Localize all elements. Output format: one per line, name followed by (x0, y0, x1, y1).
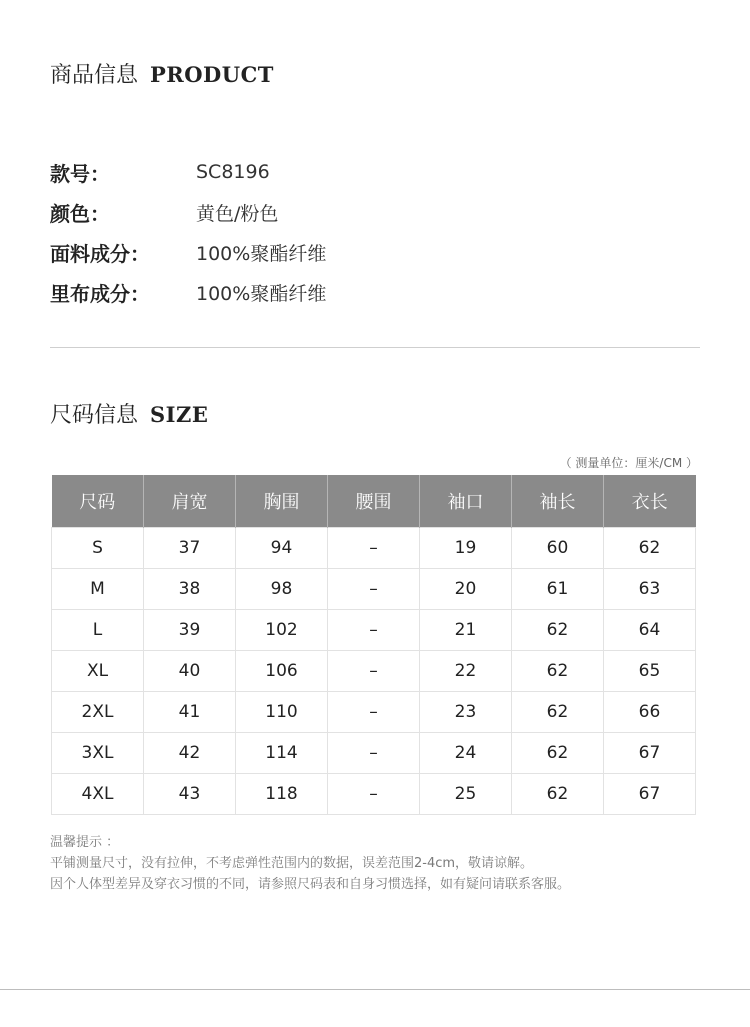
table-row (52, 774, 696, 815)
table-cell: – (328, 774, 420, 815)
table-header-row (52, 475, 696, 528)
table-cell: 64 (604, 610, 696, 651)
size-title-cn: 尺码信息 (50, 403, 139, 428)
info-label: 面料成分： (50, 241, 150, 266)
size-section-title (50, 398, 208, 429)
tips-heading: 温馨提示 ： (50, 835, 120, 850)
table-cell: 65 (604, 651, 696, 692)
table-cell: XL (52, 651, 144, 692)
table-cell: 94 (236, 528, 328, 569)
size-table (51, 475, 696, 815)
product-section-title (50, 58, 274, 89)
table-cell: 21 (420, 610, 512, 651)
table-cell: 118 (236, 774, 328, 815)
info-row-color (50, 192, 326, 232)
table-row (52, 528, 696, 569)
table-cell: 4XL (52, 774, 144, 815)
product-title-cn: 商品信息 (50, 63, 139, 88)
table-cell: 62 (512, 692, 604, 733)
table-cell: 110 (236, 692, 328, 733)
table-cell: 67 (604, 774, 696, 815)
table-cell: M (52, 569, 144, 610)
table-cell: 22 (420, 651, 512, 692)
table-cell: 60 (512, 528, 604, 569)
info-label: 颜色： (50, 201, 110, 226)
table-cell: 42 (144, 733, 236, 774)
tips-line: 因个人体型差异及穿衣习惯的不同，请参照尺码表和自身习惯选择，如有疑问请联系客服。 (50, 877, 571, 892)
table-row (52, 692, 696, 733)
table-cell: 62 (512, 733, 604, 774)
table-cell: 61 (512, 569, 604, 610)
table-cell: 106 (236, 651, 328, 692)
unit-note: （ 测量单位：厘米/CM ） (559, 456, 698, 470)
table-cell: 39 (144, 610, 236, 651)
table-cell: 114 (236, 733, 328, 774)
table-cell: 62 (512, 610, 604, 651)
header-sleeve: 袖长 (512, 475, 604, 528)
table-row (52, 733, 696, 774)
table-cell: – (328, 651, 420, 692)
info-value: 100%聚酯纤维 (196, 282, 327, 305)
size-title-en: SIZE (150, 402, 209, 427)
table-cell: 3XL (52, 733, 144, 774)
table-cell: 66 (604, 692, 696, 733)
table-cell: 38 (144, 569, 236, 610)
table-cell: L (52, 610, 144, 651)
info-value: SC8196 (196, 161, 270, 183)
header-size: 尺码 (52, 475, 144, 528)
section-divider (50, 347, 700, 348)
header-cuff: 袖口 (420, 475, 512, 528)
table-cell: – (328, 733, 420, 774)
table-row (52, 610, 696, 651)
table-cell: 2XL (52, 692, 144, 733)
info-value: 100%聚酯纤维 (196, 242, 327, 265)
table-cell: 37 (144, 528, 236, 569)
table-cell: 41 (144, 692, 236, 733)
table-cell: 63 (604, 569, 696, 610)
info-row-fabric (50, 232, 326, 272)
table-cell: 40 (144, 651, 236, 692)
table-cell: 62 (512, 651, 604, 692)
tips-line: 平铺测量尺寸，没有拉伸，不考虑弹性范围内的数据，误差范围2-4cm，敬请谅解。 (50, 856, 534, 871)
table-row (52, 651, 696, 692)
info-value: 黄色/粉色 (196, 202, 279, 225)
info-label: 里布成分： (50, 281, 150, 306)
table-cell: 43 (144, 774, 236, 815)
table-cell: 20 (420, 569, 512, 610)
info-label: 款号： (50, 161, 110, 186)
info-row-lining (50, 272, 326, 312)
table-cell: S (52, 528, 144, 569)
table-cell: 19 (420, 528, 512, 569)
table-cell: 23 (420, 692, 512, 733)
bottom-divider (0, 989, 750, 990)
table-cell: 98 (236, 569, 328, 610)
tips-block (50, 832, 570, 895)
table-cell: – (328, 569, 420, 610)
table-cell: 24 (420, 733, 512, 774)
table-cell: – (328, 692, 420, 733)
table-cell: 62 (512, 774, 604, 815)
header-length: 衣长 (604, 475, 696, 528)
table-cell: – (328, 610, 420, 651)
product-info-list (50, 152, 326, 312)
table-cell: 25 (420, 774, 512, 815)
table-cell: 62 (604, 528, 696, 569)
table-cell: 67 (604, 733, 696, 774)
table-cell: – (328, 528, 420, 569)
header-shoulder: 肩宽 (144, 475, 236, 528)
header-chest: 胸围 (236, 475, 328, 528)
product-title-en: PRODUCT (150, 62, 274, 87)
info-row-style-no (50, 152, 326, 192)
header-waist: 腰围 (328, 475, 420, 528)
table-row (52, 569, 696, 610)
table-cell: 102 (236, 610, 328, 651)
